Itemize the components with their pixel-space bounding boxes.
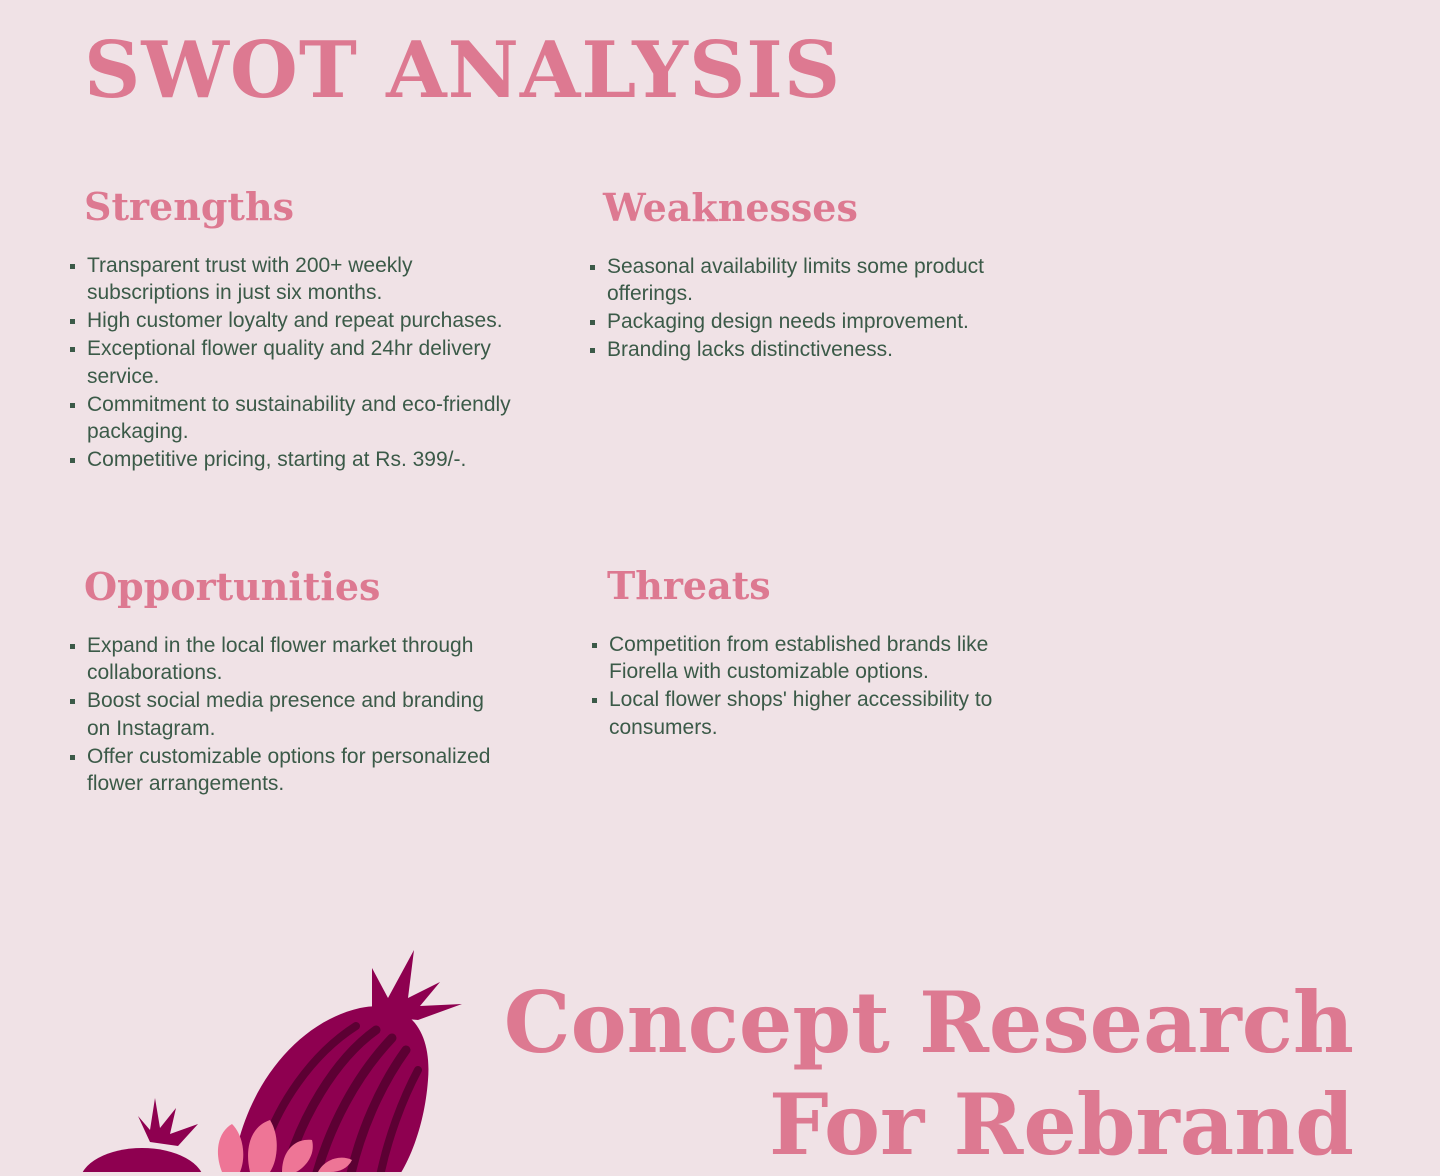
opportunities-heading: Opportunities bbox=[84, 564, 381, 609]
list-item: Packaging design needs improvement. bbox=[590, 308, 1010, 336]
opportunities-list bbox=[70, 632, 510, 798]
subtitle-line-2: For Rebrand bbox=[768, 1075, 1354, 1174]
small-protea-icon bbox=[80, 1098, 204, 1172]
weaknesses-list bbox=[590, 253, 1010, 364]
list-item: Local flower shops' higher accessibility to consumers. bbox=[592, 686, 1012, 741]
weaknesses-heading: Weaknesses bbox=[603, 185, 858, 230]
strengths-list bbox=[70, 252, 540, 474]
protea-flower-icon bbox=[0, 920, 520, 1172]
strengths-heading: Strengths bbox=[84, 184, 294, 229]
weaknesses-section bbox=[590, 187, 1010, 364]
threats-list bbox=[592, 631, 1012, 742]
list-item: Competitive pricing, starting at Rs. 399/-. bbox=[70, 446, 540, 474]
list-item: High customer loyalty and repeat purchases. bbox=[70, 307, 540, 335]
subtitle-line-1: Concept Research bbox=[503, 973, 1354, 1072]
strengths-section bbox=[70, 186, 540, 474]
concept-research-title bbox=[504, 972, 1354, 1176]
list-item: Expand in the local flower market through collaborations. bbox=[70, 632, 510, 687]
threats-section bbox=[592, 565, 1012, 742]
list-item: Seasonal availability limits some product offerings. bbox=[590, 253, 1010, 308]
list-item: Boost social media presence and branding on Instagram. bbox=[70, 687, 510, 742]
page-title: SWOT ANALYSIS bbox=[84, 25, 842, 116]
list-item: Commitment to sustainability and eco-friendly packaging. bbox=[70, 391, 540, 446]
list-item: Offer customizable options for personalized flower arrangements. bbox=[70, 743, 510, 798]
list-item: Transparent trust with 200+ weekly subscriptions in just six months. bbox=[70, 252, 540, 307]
threats-heading: Threats bbox=[607, 563, 771, 608]
opportunities-section bbox=[70, 566, 510, 798]
list-item: Branding lacks distinctiveness. bbox=[590, 336, 1010, 364]
list-item: Competition from established brands like Fiorella with customizable options. bbox=[592, 631, 1012, 686]
list-item: Exceptional flower quality and 24hr delivery service. bbox=[70, 335, 540, 390]
